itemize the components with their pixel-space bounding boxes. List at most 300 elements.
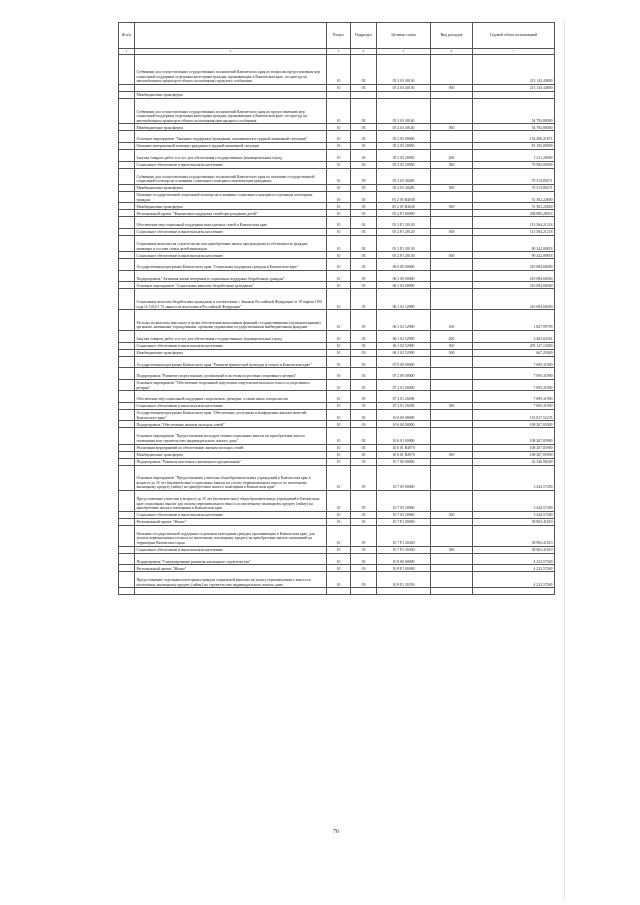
vr-cell bbox=[431, 99, 473, 124]
num-cell bbox=[119, 458, 135, 465]
vr-cell bbox=[431, 379, 473, 391]
table-row bbox=[119, 289, 555, 310]
vr-cell bbox=[431, 465, 473, 490]
razdel-cell: 10 bbox=[327, 252, 351, 259]
vr-cell bbox=[431, 191, 473, 203]
razdel-cell: 10 bbox=[327, 572, 351, 588]
num-cell bbox=[119, 330, 135, 342]
razdel-cell: 10 bbox=[327, 518, 351, 525]
podrazdel-cell: 03 bbox=[351, 518, 377, 525]
csr-cell: 10 6 00 00000 bbox=[377, 421, 431, 428]
vr-cell bbox=[431, 217, 473, 229]
sum-cell: 7 695,31900 bbox=[473, 368, 555, 380]
table-row bbox=[119, 428, 555, 444]
vr-cell bbox=[431, 282, 473, 289]
podrazdel-cell: 03 bbox=[351, 402, 377, 409]
name-cell: Подпрограмма "Стимулирование развития жилищного строительства" bbox=[135, 553, 327, 565]
table-row bbox=[119, 161, 555, 168]
podrazdel-cell: 03 bbox=[351, 235, 377, 251]
col-num-3: 3 bbox=[327, 49, 351, 55]
table-row bbox=[119, 99, 555, 124]
vr-cell bbox=[431, 210, 473, 217]
vr-cell bbox=[431, 444, 473, 451]
razdel-cell: 10 bbox=[327, 210, 351, 217]
razdel-cell: 10 bbox=[327, 349, 351, 356]
sum-cell: 4 223,57040 bbox=[473, 572, 555, 588]
table-row bbox=[119, 282, 555, 289]
razdel-cell: 10 bbox=[327, 289, 351, 310]
razdel-cell: 10 bbox=[327, 259, 351, 271]
vr-cell bbox=[431, 356, 473, 368]
sum-cell: 3 444,57200 bbox=[473, 511, 555, 518]
razdel-cell: 10 bbox=[327, 142, 351, 149]
table-row bbox=[119, 451, 555, 458]
name-cell: Подпрограмма "Обеспечение жильем молодых семей" bbox=[135, 421, 327, 428]
podrazdel-cell: 03 bbox=[351, 525, 377, 546]
razdel-cell: 10 bbox=[327, 356, 351, 368]
podrazdel-cell: 03 bbox=[351, 55, 377, 85]
sum-cell bbox=[473, 588, 555, 595]
name-cell: Социальное обеспечение и иные выплаты населению bbox=[135, 252, 327, 259]
vr-cell bbox=[431, 142, 473, 149]
name-cell: Социальное обеспечение и иные выплаты населению bbox=[135, 511, 327, 518]
table-row bbox=[119, 235, 555, 251]
podrazdel-cell bbox=[351, 92, 377, 99]
vr-cell bbox=[431, 131, 473, 143]
num-cell bbox=[119, 349, 135, 356]
name-cell: Оказание государственной поддержки отдельным категориям граждан, проживающих в Камчатском крае, для уплаты первоначального взноса по ипотечному жилищному кредиту на приобретение жилых помещений на территории Камчатского края bbox=[135, 525, 327, 546]
name-cell: Субвенции для осуществления государственных полномочий Камчатского края по вопросам предоставления мер социальной поддержки отдельным категориям граждан, проживающих в Камчатском крае, по проезду на автомобильном транспорте общего пользования городского сообщения bbox=[135, 55, 327, 85]
table-row bbox=[119, 565, 555, 572]
csr-cell: 06 1 02 52900 bbox=[377, 330, 431, 342]
vr-cell: 300 bbox=[431, 252, 473, 259]
csr-cell: 10 0 00 00000 bbox=[377, 409, 431, 421]
table-row bbox=[119, 546, 555, 553]
table-row bbox=[119, 210, 555, 217]
table-row bbox=[119, 465, 555, 490]
table-row bbox=[119, 402, 555, 409]
csr-cell: 07 2 01 20290 bbox=[377, 402, 431, 409]
sum-cell: 51 302,22600 bbox=[473, 203, 555, 210]
vr-cell bbox=[431, 458, 473, 465]
vr-cell: 300 bbox=[431, 342, 473, 349]
vr-cell bbox=[431, 428, 473, 444]
podrazdel-cell: 03 bbox=[351, 282, 377, 289]
name-cell: Межбюджетные трансферты bbox=[135, 184, 327, 191]
name-cell: Обеспечение мер социальной поддержки многодетных семей в Камчатском крае bbox=[135, 217, 327, 229]
col-num-6: 6 bbox=[431, 49, 473, 55]
num-cell bbox=[119, 553, 135, 565]
name-cell: Государственная программа Камчатского края "Обеспечение доступным и комфортным жильем жителей Камчатского края" bbox=[135, 409, 327, 421]
name-cell: Закупка товаров, работ и услуг для обеспечения государственных (муниципальных) нужд bbox=[135, 330, 327, 342]
table-row bbox=[119, 444, 555, 451]
num-cell bbox=[119, 191, 135, 203]
name-cell: Основное мероприятие "Оказание поддержки (гражданам, оказавшимся в трудной жизненной ситуации)" bbox=[135, 131, 327, 143]
table-row bbox=[119, 191, 555, 203]
num-cell bbox=[119, 342, 135, 349]
name-cell: Региональный проект "Жилье" bbox=[135, 565, 327, 572]
num-cell bbox=[119, 282, 135, 289]
name-cell: Оказание государственной социальной помощи на основании социального контракта отдельным категориям граждан bbox=[135, 191, 327, 203]
vr-cell bbox=[431, 55, 473, 85]
table-row bbox=[119, 409, 555, 421]
csr-cell: 10 7 00 00000 bbox=[377, 458, 431, 465]
name-cell: Основное мероприятие "Обеспечение спортивной подготовки спортсменов высокого класса и спортивного резерва" bbox=[135, 379, 327, 391]
razdel-cell: 10 bbox=[327, 391, 351, 403]
name-cell: Государственная программа Камчатского края "Развитие физической культуры и спорта в Камчатском крае" bbox=[135, 356, 327, 368]
table-row bbox=[119, 217, 555, 229]
sum-cell: 152 406,21871 bbox=[473, 131, 555, 143]
table-row bbox=[119, 511, 555, 518]
sum-cell: 210 084,60000 bbox=[473, 282, 555, 289]
table-row bbox=[119, 588, 555, 595]
col-num-2: 2 bbox=[135, 49, 327, 55]
podrazdel-cell: 03 bbox=[351, 553, 377, 565]
csr-cell: 07 2 01 20290 bbox=[377, 391, 431, 403]
name-cell: Основное мероприятие "Социальные выплаты безработным гражданам" bbox=[135, 282, 327, 289]
csr-cell: 10 6 01 R4970 bbox=[377, 444, 431, 451]
csr-cell: 10 7 05 20060 bbox=[377, 511, 431, 518]
table-row bbox=[119, 85, 555, 92]
col-num-1: 1 bbox=[119, 49, 135, 55]
name-cell: Предоставление учителям в возрасте до 35 лет (включительно) общеобразовательных учреждений в Камчатском крае социальных выплат для оплаты первоначального взноса по ипотечному жилищному кредиту (займу) на приобретение жилого помещения в Камчатском крае bbox=[135, 491, 327, 512]
vr-cell bbox=[431, 553, 473, 565]
vr-cell: 200 bbox=[431, 330, 473, 342]
razdel-cell: 10 bbox=[327, 511, 351, 518]
csr-cell: 05 2 03 40130 bbox=[377, 55, 431, 85]
name-cell: Социальное обеспечение и иные выплаты населению bbox=[135, 228, 327, 235]
name-cell: Межбюджетные трансферты bbox=[135, 203, 327, 210]
name-cell: Социальное обеспечение и иные выплаты населению bbox=[135, 402, 327, 409]
table-row bbox=[119, 55, 555, 85]
table-row bbox=[119, 259, 555, 271]
name-cell: Субвенции для осуществления государственных полномочий Камчатского края по оказанию государственной социальной помощи на основании социального контракта малоимущим гражданам bbox=[135, 168, 327, 184]
razdel-cell: 10 bbox=[327, 228, 351, 235]
name-cell: Расходы на выплаты персоналу в целях обеспечения выполнения функций государственными (муниципальными) органами, казенными учреждениями, органами управления государственными внебюджетными фондами bbox=[135, 310, 327, 331]
sum-cell: 108 267,05900 bbox=[473, 444, 555, 451]
table-row bbox=[119, 228, 555, 235]
podrazdel-cell: 03 bbox=[351, 161, 377, 168]
vr-cell: 500 bbox=[431, 85, 473, 92]
name-cell: Социальное обеспечение и иные выплаты населению bbox=[135, 161, 327, 168]
table-row bbox=[119, 518, 555, 525]
num-cell bbox=[119, 235, 135, 251]
header-csr: Целевая статья bbox=[377, 23, 431, 49]
razdel-cell: 10 bbox=[327, 168, 351, 184]
sum-cell: 90 242,80818 bbox=[473, 252, 555, 259]
razdel-cell: 10 bbox=[327, 270, 351, 282]
vr-cell bbox=[431, 572, 473, 588]
header-number: Ж п/п bbox=[119, 23, 135, 49]
podrazdel-cell: 03 bbox=[351, 391, 377, 403]
sum-cell: 153 817,52235 bbox=[473, 409, 555, 421]
num-cell bbox=[119, 92, 135, 99]
vr-cell: 300 bbox=[431, 511, 473, 518]
name-cell: Региональный проект "Финансовая поддержка семей при рождении детей" bbox=[135, 210, 327, 217]
num-cell bbox=[119, 310, 135, 331]
vr-cell bbox=[431, 518, 473, 525]
num-cell bbox=[119, 428, 135, 444]
csr-cell: 05 2 05 40280 bbox=[377, 168, 431, 184]
num-cell bbox=[119, 203, 135, 210]
podrazdel-cell: 03 bbox=[351, 131, 377, 143]
sum-cell: 210 084,60000 bbox=[473, 289, 555, 310]
name-cell: Оказание материальной помощи гражданам в трудной жизненной ситуации bbox=[135, 142, 327, 149]
razdel-cell: 10 bbox=[327, 458, 351, 465]
name-cell: Межбюджетные трансферты bbox=[135, 349, 327, 356]
csr-cell: 07 2 00 00000 bbox=[377, 368, 431, 380]
razdel-cell: 10 bbox=[327, 553, 351, 565]
num-cell bbox=[119, 525, 135, 546]
razdel-cell: 10 bbox=[327, 99, 351, 124]
podrazdel-cell: 03 bbox=[351, 228, 377, 235]
sum-cell: 3 444,57200 bbox=[473, 465, 555, 490]
vr-cell: 500 bbox=[431, 184, 473, 191]
razdel-cell: 10 bbox=[327, 330, 351, 342]
razdel-cell: 10 bbox=[327, 191, 351, 203]
vr-cell bbox=[431, 409, 473, 421]
num-cell bbox=[119, 511, 135, 518]
csr-cell: 10 8 F1 20350 bbox=[377, 572, 431, 588]
name-cell: Основное мероприятие "Предоставление учителям общеобразовательных учреждений в Камчатском крае в возрасте до 35 лет (включительно) социальных выплат на уплату первоначального взноса по ипотечному жилищному кредиту (займу) на приобретение жилого помещения в Камчатском крае" bbox=[135, 465, 327, 490]
sum-cell: 7 695,31900 bbox=[473, 379, 555, 391]
razdel-cell: 10 bbox=[327, 235, 351, 251]
vr-cell bbox=[431, 235, 473, 251]
podrazdel-cell: 03 bbox=[351, 565, 377, 572]
podrazdel-cell bbox=[351, 588, 377, 595]
csr-cell: 05 2 P1 20130 bbox=[377, 235, 431, 251]
header-name bbox=[135, 23, 327, 49]
table-row bbox=[119, 252, 555, 259]
name-cell: Предоставление отдельным категориям граждан социальной выплаты на уплату первоначального взноса по ипотечному жилищному кредиту (займу) на строительство индивидуального жилого дома bbox=[135, 572, 327, 588]
name-cell: Субвенции для осуществления государственных полномочий Камчатского края по предоставлению мер социальной поддержки отдельным категориям граждан, проживающих в Камчатском крае, по проезду на автомобильном транспорте общего пользования пригородного сообщения bbox=[135, 99, 327, 124]
sum-cell: 38 902,41010 bbox=[473, 518, 555, 525]
csr-cell: 05 2 05 R4040 bbox=[377, 191, 431, 203]
podrazdel-cell: 03 bbox=[351, 349, 377, 356]
razdel-cell: 10 bbox=[327, 161, 351, 168]
table-row bbox=[119, 142, 555, 149]
header-vr: Вид расходов bbox=[431, 23, 473, 49]
table-row bbox=[119, 184, 555, 191]
podrazdel-cell: 03 bbox=[351, 368, 377, 380]
sum-cell: 54 792,80000 bbox=[473, 124, 555, 131]
table-row bbox=[119, 92, 555, 99]
sum-cell: 7 695,31900 bbox=[473, 402, 555, 409]
sum-cell: 210 084,60000 bbox=[473, 259, 555, 271]
podrazdel-cell: 03 bbox=[351, 252, 377, 259]
sum-cell: 667,25000 bbox=[473, 349, 555, 356]
razdel-cell: 10 bbox=[327, 421, 351, 428]
podrazdel-cell: 03 bbox=[351, 330, 377, 342]
table-row bbox=[119, 356, 555, 368]
podrazdel-cell: 03 bbox=[351, 421, 377, 428]
name-cell: Межбюджетные трансферты bbox=[135, 124, 327, 131]
razdel-cell: 10 bbox=[327, 368, 351, 380]
name-cell: Межбюджетные трансферты bbox=[135, 92, 327, 99]
num-cell bbox=[119, 161, 135, 168]
num-cell bbox=[119, 228, 135, 235]
table-body bbox=[119, 55, 555, 595]
csr-cell: 05 2 05 20050 bbox=[377, 149, 431, 161]
csr-cell: 10 6 01 00000 bbox=[377, 428, 431, 444]
num-cell bbox=[119, 259, 135, 271]
name-cell: Подпрограмма "Развитие ипотечного жилищного кредитования" bbox=[135, 458, 327, 465]
csr-cell: 05 2 05 20050 bbox=[377, 161, 431, 168]
vr-cell: 300 bbox=[431, 161, 473, 168]
csr-cell bbox=[377, 588, 431, 595]
csr-cell: 10 7 F1 00000 bbox=[377, 518, 431, 525]
num-cell bbox=[119, 210, 135, 217]
razdel-cell: 10 bbox=[327, 451, 351, 458]
sum-cell: 213 143,44800 bbox=[473, 55, 555, 85]
podrazdel-cell: 03 bbox=[351, 428, 377, 444]
razdel-cell: 10 bbox=[327, 402, 351, 409]
podrazdel-cell: 03 bbox=[351, 124, 377, 131]
num-cell bbox=[119, 270, 135, 282]
table-row bbox=[119, 368, 555, 380]
razdel-cell: 10 bbox=[327, 409, 351, 421]
num-cell bbox=[119, 99, 135, 124]
vr-cell bbox=[431, 259, 473, 271]
vr-cell bbox=[431, 421, 473, 428]
document-page bbox=[118, 22, 554, 835]
podrazdel-cell: 03 bbox=[351, 210, 377, 217]
vr-cell bbox=[431, 588, 473, 595]
vr-cell: 100 bbox=[431, 310, 473, 331]
table-row bbox=[119, 458, 555, 465]
podrazdel-cell: 03 bbox=[351, 310, 377, 331]
table-row bbox=[119, 270, 555, 282]
vr-cell bbox=[431, 525, 473, 546]
vr-cell: 500 bbox=[431, 124, 473, 131]
podrazdel-cell: 03 bbox=[351, 142, 377, 149]
sum-cell: 205 127,12000 bbox=[473, 342, 555, 349]
podrazdel-cell: 03 bbox=[351, 491, 377, 512]
num-cell bbox=[119, 368, 135, 380]
csr-cell: 06 1 02 52900 bbox=[377, 310, 431, 331]
vr-cell: 500 bbox=[431, 451, 473, 458]
name-cell: Обеспечение мер социальной поддержки спортсменов, тренеров, а также иных специалистов bbox=[135, 391, 327, 403]
razdel-cell: 10 bbox=[327, 565, 351, 572]
num-cell bbox=[119, 184, 135, 191]
name-cell: Государственная программа Камчатского края "Социальная поддержка граждан в Камчатском крае" bbox=[135, 259, 327, 271]
num-cell bbox=[119, 444, 135, 451]
sum-cell: 1 211,20000 bbox=[473, 149, 555, 161]
num-cell bbox=[119, 391, 135, 403]
table-row bbox=[119, 421, 555, 428]
sum-cell: 3 444,57200 bbox=[473, 491, 555, 512]
razdel-cell: 10 bbox=[327, 428, 351, 444]
razdel-cell: 10 bbox=[327, 203, 351, 210]
vr-cell bbox=[431, 270, 473, 282]
num-cell bbox=[119, 572, 135, 588]
page-number: 76 bbox=[333, 829, 339, 835]
csr-cell: 05 2 05 00000 bbox=[377, 131, 431, 143]
razdel-cell: 10 bbox=[327, 149, 351, 161]
csr-cell: 05 2 P1 20130 bbox=[377, 252, 431, 259]
vr-cell bbox=[431, 92, 473, 99]
sum-cell: 108 267,05900 bbox=[473, 451, 555, 458]
vr-cell: 300 bbox=[431, 402, 473, 409]
csr-cell: 05 2 P1 20120 bbox=[377, 228, 431, 235]
podrazdel-cell: 03 bbox=[351, 99, 377, 124]
vr-cell: 300 bbox=[431, 228, 473, 235]
sum-cell: 113 564,21218 bbox=[473, 217, 555, 229]
name-cell: Региональный проект "Жилье" bbox=[135, 518, 327, 525]
sum-cell: 108 267,05900 bbox=[473, 421, 555, 428]
csr-cell: 05 2 03 40130 bbox=[377, 85, 431, 92]
csr-cell: 06 1 02 00000 bbox=[377, 282, 431, 289]
podrazdel-cell: 03 bbox=[351, 184, 377, 191]
csr-cell bbox=[377, 92, 431, 99]
sum-cell: 7 695,31900 bbox=[473, 391, 555, 403]
col-num-5: 5 bbox=[377, 49, 431, 55]
name-cell: Закупка товаров, работ и услуг для обеспечения государственных (муниципальных) нужд bbox=[135, 149, 327, 161]
razdel-cell: 10 bbox=[327, 55, 351, 85]
sum-cell: 42 346,98200 bbox=[473, 458, 555, 465]
name-cell: Основное мероприятие "Предоставление молодым семьям социальных выплат на приобретение жилого помещения или строительство индивидуального жилого дома" bbox=[135, 428, 327, 444]
num-cell bbox=[119, 409, 135, 421]
vr-cell: 500 bbox=[431, 203, 473, 210]
table-row bbox=[119, 349, 555, 356]
name-cell: Социальное обеспечение и иные выплаты населению bbox=[135, 546, 327, 553]
table-row bbox=[119, 491, 555, 512]
podrazdel-cell: 03 bbox=[351, 289, 377, 310]
csr-cell: 10 7 05 20060 bbox=[377, 491, 431, 512]
num-cell bbox=[119, 451, 135, 458]
sum-cell: 1 827,99799 bbox=[473, 310, 555, 331]
num-cell bbox=[119, 402, 135, 409]
csr-cell: 06 1 02 52900 bbox=[377, 349, 431, 356]
num-cell bbox=[119, 465, 135, 490]
csr-cell: 10 8 00 00000 bbox=[377, 553, 431, 565]
podrazdel-cell: 03 bbox=[351, 203, 377, 210]
sum-cell: 4 223,57040 bbox=[473, 553, 555, 565]
vr-cell: 500 bbox=[431, 349, 473, 356]
razdel-cell: 10 bbox=[327, 282, 351, 289]
podrazdel-cell: 03 bbox=[351, 85, 377, 92]
table-row bbox=[119, 525, 555, 546]
sum-cell: 79 982,00000 bbox=[473, 161, 555, 168]
podrazdel-cell: 03 bbox=[351, 458, 377, 465]
vr-cell bbox=[431, 289, 473, 310]
vr-cell bbox=[431, 168, 473, 184]
razdel-cell bbox=[327, 588, 351, 595]
budget-table bbox=[118, 22, 555, 595]
sum-cell bbox=[473, 92, 555, 99]
table-row bbox=[119, 310, 555, 331]
podrazdel-cell: 03 bbox=[351, 270, 377, 282]
csr-cell: 05 2 05 20050 bbox=[377, 142, 431, 149]
num-cell bbox=[119, 131, 135, 143]
table-header-row bbox=[119, 23, 555, 49]
name-cell: Подпрограмма "Активная жизнь ветеранов и социальная поддержка безработных граждан" bbox=[135, 270, 327, 282]
name-cell: Социальное обеспечение и иные выплаты населению bbox=[135, 342, 327, 349]
sum-cell: 90 242,80818 bbox=[473, 235, 555, 251]
podrazdel-cell: 03 bbox=[351, 546, 377, 553]
col-num-7: 7 bbox=[473, 49, 555, 55]
num-cell bbox=[119, 55, 135, 85]
podrazdel-cell: 03 bbox=[351, 444, 377, 451]
header-sum: Годовой объем ассигнований bbox=[473, 23, 555, 49]
podrazdel-cell: 03 bbox=[351, 168, 377, 184]
sum-cell: 54 792,80000 bbox=[473, 99, 555, 124]
podrazdel-cell: 03 bbox=[351, 451, 377, 458]
table-row bbox=[119, 203, 555, 210]
podrazdel-cell: 03 bbox=[351, 191, 377, 203]
razdel-cell: 10 bbox=[327, 85, 351, 92]
scan-artifact-line bbox=[564, 20, 565, 900]
